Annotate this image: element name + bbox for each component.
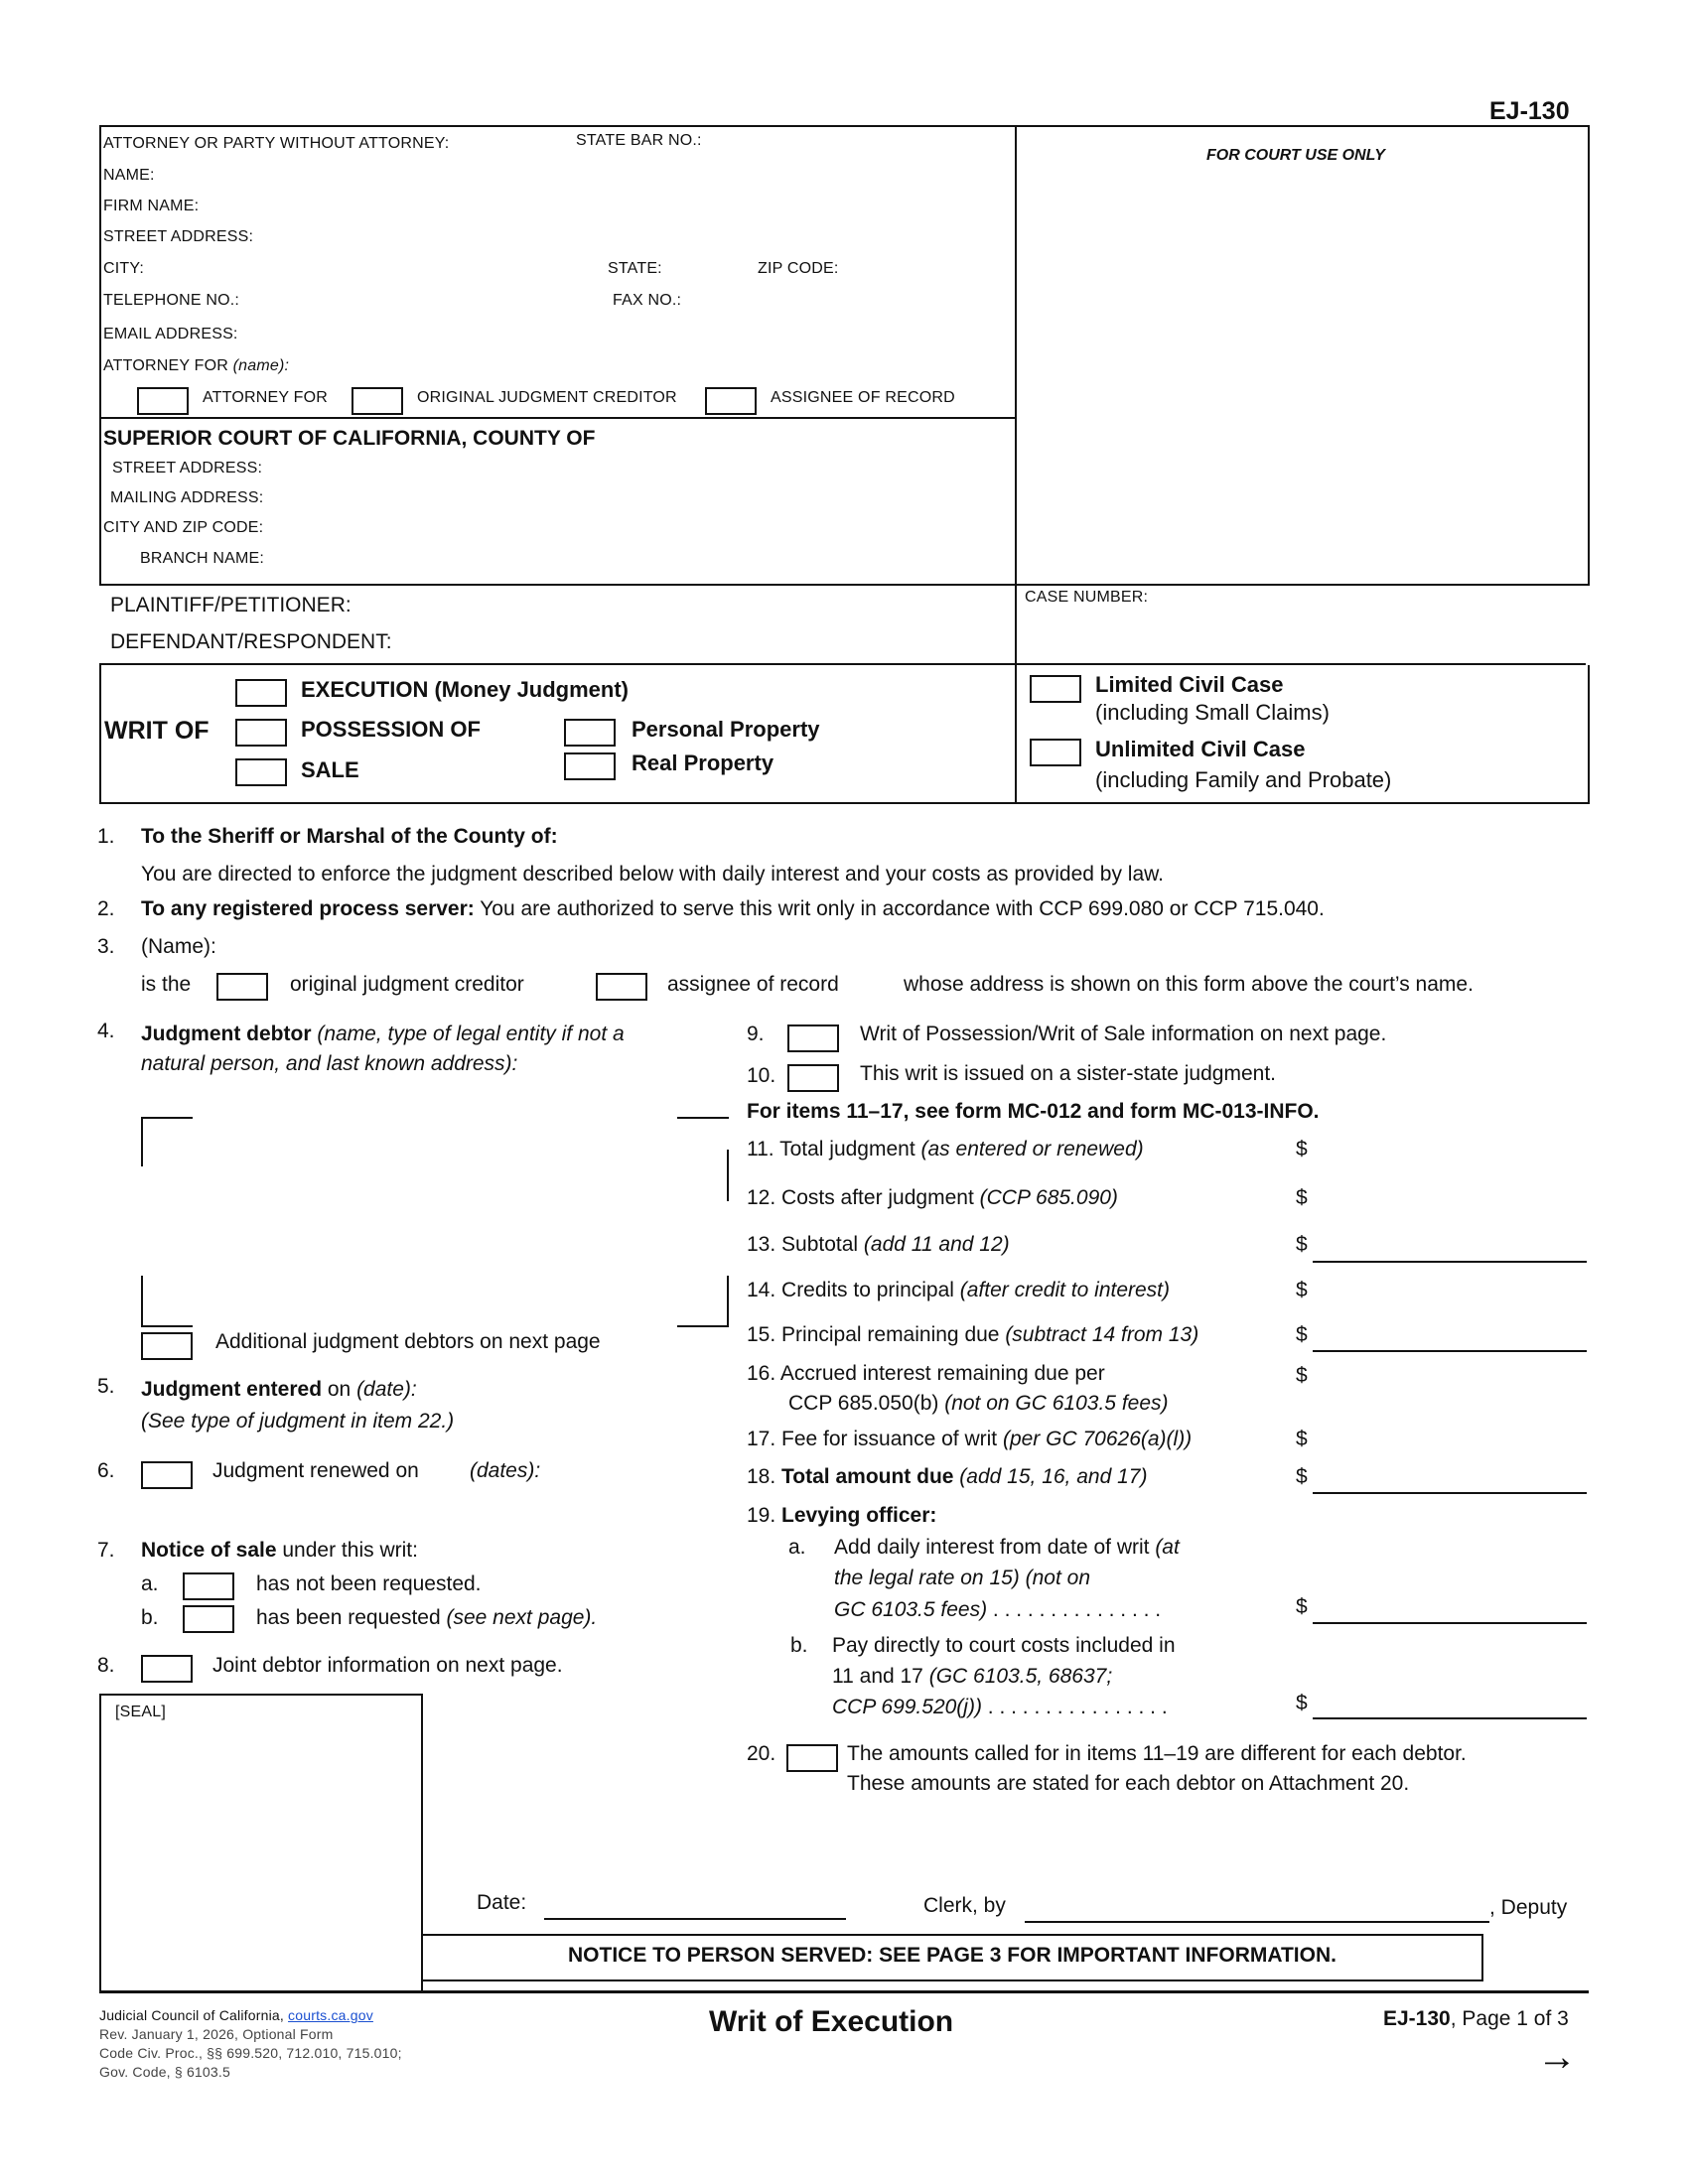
item18-label: 18. — [747, 1465, 782, 1488]
street-label: STREET ADDRESS: — [103, 228, 254, 245]
item7-line — [141, 1539, 418, 1563]
state-bar-label: STATE BAR NO.: — [576, 132, 702, 149]
item15-label: 15. Principal remaining due — [747, 1323, 1000, 1346]
footer-rev: Rev. January 1, 2026, Optional Form — [99, 2026, 334, 2042]
court-mailing: MAILING ADDRESS: — [110, 489, 264, 506]
item18-field[interactable] — [1313, 1492, 1587, 1494]
court-use-label: FOR COURT USE ONLY — [1206, 147, 1385, 164]
item11-italic: (as entered or renewed) — [914, 1138, 1144, 1160]
item6-checkbox[interactable] — [141, 1461, 193, 1489]
item15-field[interactable] — [1313, 1350, 1587, 1352]
item12-label: 12. Costs after judgment — [747, 1186, 974, 1209]
writ-of: WRIT OF — [104, 717, 210, 745]
items-note: For items 11–17, see form MC-012 and form MC-013-INFO. — [747, 1100, 1320, 1123]
item17-dollar: $ — [1296, 1428, 1308, 1450]
defendant-label: DEFENDANT/RESPONDENT: — [110, 630, 392, 653]
item13-line — [747, 1233, 1010, 1257]
item7b-line — [256, 1606, 597, 1630]
additional-debtors: Additional judgment debtors on next page — [215, 1330, 601, 1353]
item7b-see: (see next page). — [440, 1606, 598, 1629]
court-street: STREET ADDRESS: — [112, 460, 263, 477]
item12-italic: (CCP 685.090) — [973, 1186, 1118, 1209]
item19a-1i: (at — [1149, 1536, 1180, 1559]
item14-line — [747, 1279, 1170, 1302]
item19b-field[interactable] — [1313, 1717, 1587, 1719]
item11-label: 11. Total judgment — [747, 1138, 915, 1160]
item20-checkbox[interactable] — [786, 1744, 838, 1772]
item19-line — [747, 1504, 936, 1528]
item6-dates: (dates): — [470, 1459, 541, 1482]
court-title: SUPERIOR COURT OF CALIFORNIA, COUNTY OF — [103, 427, 596, 450]
item7a-label: a. — [141, 1572, 159, 1595]
plaintiff-label: PLAINTIFF/PETITIONER: — [110, 594, 352, 616]
item20-1: The amounts called for in items 11–19 are different for each debtor. — [847, 1742, 1467, 1765]
city-label: CITY: — [103, 260, 145, 277]
item19a-1: Add daily interest from date of writ — [834, 1536, 1150, 1559]
case-number-label: CASE NUMBER: — [1025, 589, 1149, 606]
fax-label: FAX NO.: — [613, 292, 682, 309]
item19a-line3 — [834, 1598, 1161, 1622]
original-creditor-checkbox[interactable] — [352, 387, 403, 415]
footer-council — [99, 2007, 373, 2023]
item1-text: You are directed to enforce the judgment described below with daily interest and your costs as provided by law. — [141, 863, 1164, 886]
item10-text: This writ is issued on a sister-state judgment. — [860, 1062, 1276, 1085]
item1-num: 1. — [97, 825, 115, 848]
item13-italic: (add 11 and 12) — [858, 1233, 1010, 1256]
item4-line1 — [141, 1023, 625, 1046]
possession-checkbox[interactable] — [235, 719, 287, 747]
item19a-3: GC 6103.5 fees) — [834, 1598, 988, 1621]
item16-b: CCP 685.050(b) — [788, 1392, 939, 1415]
item19b-dots: . . . . . . . . . . . . . . . . — [981, 1696, 1168, 1718]
state-label: STATE: — [608, 260, 662, 277]
item19b-dollar: $ — [1296, 1692, 1308, 1714]
item19b-label: b. — [790, 1634, 808, 1657]
footer-link[interactable]: courts.ca.gov — [288, 2007, 373, 2023]
item9-text: Writ of Possession/Writ of Sale information on next page. — [860, 1023, 1387, 1045]
telephone-label: TELEPHONE NO.: — [103, 292, 240, 309]
item7b-checkbox[interactable] — [183, 1605, 234, 1633]
item19a-line1 — [834, 1536, 1180, 1560]
item14-dollar: $ — [1296, 1279, 1308, 1301]
item7-title: Notice of sale — [141, 1539, 277, 1562]
item15-dollar: $ — [1296, 1323, 1308, 1346]
item19b-line2 — [832, 1665, 1112, 1689]
item19-label: 19. — [747, 1504, 782, 1527]
item3-assignee: assignee of record — [667, 973, 839, 996]
item5-line — [141, 1378, 417, 1402]
opt-attorney-for: ATTORNEY FOR — [203, 389, 328, 406]
footer-council-text: Judicial Council of California, — [99, 2007, 289, 2023]
firm-label: FIRM NAME: — [103, 198, 200, 214]
item17-label: 17. Fee for issuance of writ — [747, 1428, 998, 1450]
personal-property-checkbox[interactable] — [564, 719, 616, 747]
opt-assignee: ASSIGNEE OF RECORD — [771, 389, 955, 406]
item14-italic: (after credit to interest) — [953, 1279, 1171, 1301]
item20-2: These amounts are stated for each debtor on Attachment 20. — [847, 1772, 1410, 1795]
limited-case-checkbox[interactable] — [1030, 675, 1081, 703]
execution-checkbox[interactable] — [235, 679, 287, 707]
unlimited-case-checkbox[interactable] — [1030, 739, 1081, 766]
attorney-for-text: ATTORNEY FOR — [103, 357, 228, 374]
item15-line — [747, 1323, 1198, 1347]
item13-dollar: $ — [1296, 1233, 1308, 1256]
date-field[interactable] — [544, 1918, 846, 1920]
item18-italic: (add 15, 16, and 17) — [953, 1465, 1148, 1488]
item13-field[interactable] — [1313, 1261, 1587, 1263]
item4-italic2: natural person, and last known address): — [141, 1052, 518, 1075]
item12-line — [747, 1186, 1118, 1210]
item6-num: 6. — [97, 1459, 115, 1482]
email-label: EMAIL ADDRESS: — [103, 326, 238, 342]
real-property-checkbox[interactable] — [564, 752, 616, 780]
item16-dollar: $ — [1296, 1364, 1308, 1387]
footer-title: Writ of Execution — [709, 2005, 954, 2038]
attorney-for-name: (name): — [232, 357, 290, 374]
item13-label: 13. Subtotal — [747, 1233, 859, 1256]
footer-page-text: , Page 1 of 3 — [1450, 2007, 1569, 2030]
limited-case-sub: (including Small Claims) — [1095, 700, 1330, 725]
item4-num: 4. — [97, 1020, 115, 1042]
zip-label: ZIP CODE: — [758, 260, 839, 277]
limited-case-label: Limited Civil Case — [1095, 672, 1284, 697]
item11-line — [747, 1138, 1144, 1161]
item5-date: (date): — [356, 1378, 417, 1401]
form-id: EJ-130 — [1489, 97, 1570, 125]
item2-line — [141, 897, 1325, 921]
additional-debtors-checkbox[interactable] — [141, 1332, 193, 1360]
clerk-label: Clerk, by — [923, 1894, 1006, 1917]
item5-title: Judgment entered — [141, 1378, 323, 1401]
item16-label: 16. Accrued interest remaining due per — [747, 1362, 1105, 1385]
opt-original-creditor: ORIGINAL JUDGMENT CREDITOR — [417, 389, 677, 406]
item15-italic: (subtract 14 from 13) — [999, 1323, 1199, 1346]
seal-box — [99, 1694, 423, 1991]
item19b-1: Pay directly to court costs included in — [832, 1634, 1176, 1657]
footer-code1: Code Civ. Proc., §§ 699.520, 712.010, 715.010; — [99, 2045, 402, 2061]
item6-text: Judgment renewed on — [212, 1459, 419, 1482]
item3-num: 3. — [97, 935, 115, 958]
unlimited-case-sub: (including Family and Probate) — [1095, 767, 1392, 792]
footer-form: EJ-130 — [1383, 2007, 1451, 2030]
item19a-2: the legal rate on 15) — [834, 1567, 1020, 1589]
header-block — [99, 125, 1590, 586]
execution-label: EXECUTION (Money Judgment) — [301, 677, 630, 702]
item3-assignee-checkbox[interactable] — [596, 973, 647, 1001]
footer-code2: Gov. Code, § 6103.5 — [99, 2064, 230, 2080]
attorney-label: ATTORNEY OR PARTY WITHOUT ATTORNEY: — [103, 135, 450, 152]
item8-num: 8. — [97, 1654, 115, 1677]
item19a-label: a. — [788, 1536, 806, 1559]
item17-line — [747, 1428, 1192, 1451]
footer-page — [1383, 2007, 1569, 2031]
item8-checkbox[interactable] — [141, 1655, 193, 1683]
item2-num: 2. — [97, 897, 115, 920]
item5-num: 5. — [97, 1375, 115, 1398]
clerk-field[interactable] — [1025, 1921, 1489, 1923]
attorney-for-checkbox[interactable] — [137, 387, 189, 415]
item3-is-the: is the — [141, 973, 192, 996]
item16-line2 — [788, 1392, 1169, 1416]
unlimited-case-label: Unlimited Civil Case — [1095, 737, 1306, 761]
item3-address: whose address is shown on this form above the court’s name. — [904, 973, 1474, 996]
item8-text: Joint debtor information on next page. — [212, 1654, 563, 1677]
item4-title: Judgment debtor — [141, 1023, 312, 1045]
item20-num: 20. — [747, 1742, 776, 1765]
item10-checkbox[interactable] — [787, 1064, 839, 1092]
item9-num: 9. — [747, 1023, 765, 1045]
item19a-line2 — [834, 1567, 1090, 1590]
item18-bold: Total amount due — [781, 1465, 954, 1488]
item18-dollar: $ — [1296, 1465, 1308, 1488]
item17-italic: (per GC 70626(a)(l)) — [997, 1428, 1193, 1450]
sale-label: SALE — [301, 757, 359, 782]
item9-checkbox[interactable] — [787, 1024, 839, 1052]
item19a-dollar: $ — [1296, 1595, 1308, 1618]
item19b-line3 — [832, 1696, 1168, 1719]
item7a-checkbox[interactable] — [183, 1572, 234, 1600]
sale-checkbox[interactable] — [235, 758, 287, 786]
possession-label: POSSESSION OF — [301, 717, 481, 742]
personal-property-label: Personal Property — [632, 717, 820, 742]
assignee-checkbox[interactable] — [705, 387, 757, 415]
item3-original: original judgment creditor — [290, 973, 524, 996]
attorney-for-label — [103, 357, 289, 375]
notice-text: NOTICE TO PERSON SERVED: SEE PAGE 3 FOR IMPORTANT INFORMATION. — [568, 1944, 1336, 1967]
item7-text: under this writ: — [276, 1539, 418, 1562]
real-property-label: Real Property — [632, 751, 774, 775]
item16-italic: (not on GC 6103.5 fees) — [938, 1392, 1169, 1415]
item4-italic1: (name, type of legal entity if not a — [311, 1023, 625, 1045]
item7b-text: has been requested — [256, 1606, 441, 1629]
item19a-dots: . . . . . . . . . . . . . . . — [987, 1598, 1162, 1621]
item5-on: on — [322, 1378, 357, 1401]
item3-original-checkbox[interactable] — [216, 973, 268, 1001]
next-page-arrow-icon[interactable]: → — [1537, 2035, 1577, 2079]
item18-line — [747, 1465, 1147, 1489]
name-label: NAME: — [103, 167, 155, 184]
item10-num: 10. — [747, 1064, 776, 1087]
item2-title: To any registered process server: — [141, 897, 475, 920]
item19a-field[interactable] — [1313, 1622, 1587, 1624]
item12-dollar: $ — [1296, 1186, 1308, 1209]
court-city: CITY AND ZIP CODE: — [103, 519, 264, 536]
item19b-2: 11 and 17 — [832, 1665, 923, 1688]
item14-label: 14. Credits to principal — [747, 1279, 954, 1301]
item7b-label: b. — [141, 1606, 159, 1629]
item19b-3: CCP 699.520(j)) — [832, 1696, 982, 1718]
item11-dollar: $ — [1296, 1138, 1308, 1160]
court-branch: BRANCH NAME: — [140, 550, 265, 567]
item5-see: (See type of judgment in item 22.) — [141, 1410, 455, 1433]
item7-num: 7. — [97, 1539, 115, 1562]
item19a-2b: (not on — [1019, 1567, 1091, 1589]
item7a-text: has not been requested. — [256, 1572, 482, 1595]
date-label: Date: — [477, 1891, 527, 1914]
item19-bold: Levying officer: — [781, 1504, 937, 1527]
deputy-label: , Deputy — [1489, 1896, 1568, 1919]
item19b-2i: (GC 6103.5, 68637; — [922, 1665, 1113, 1688]
seal-label: [SEAL] — [115, 1704, 167, 1720]
item3-name: (Name): — [141, 935, 216, 958]
item1-title: To the Sheriff or Marshal of the County of: — [141, 825, 558, 848]
item2-text: You are authorized to serve this writ only in accordance with CCP 699.080 or CCP 715.040. — [474, 897, 1325, 920]
